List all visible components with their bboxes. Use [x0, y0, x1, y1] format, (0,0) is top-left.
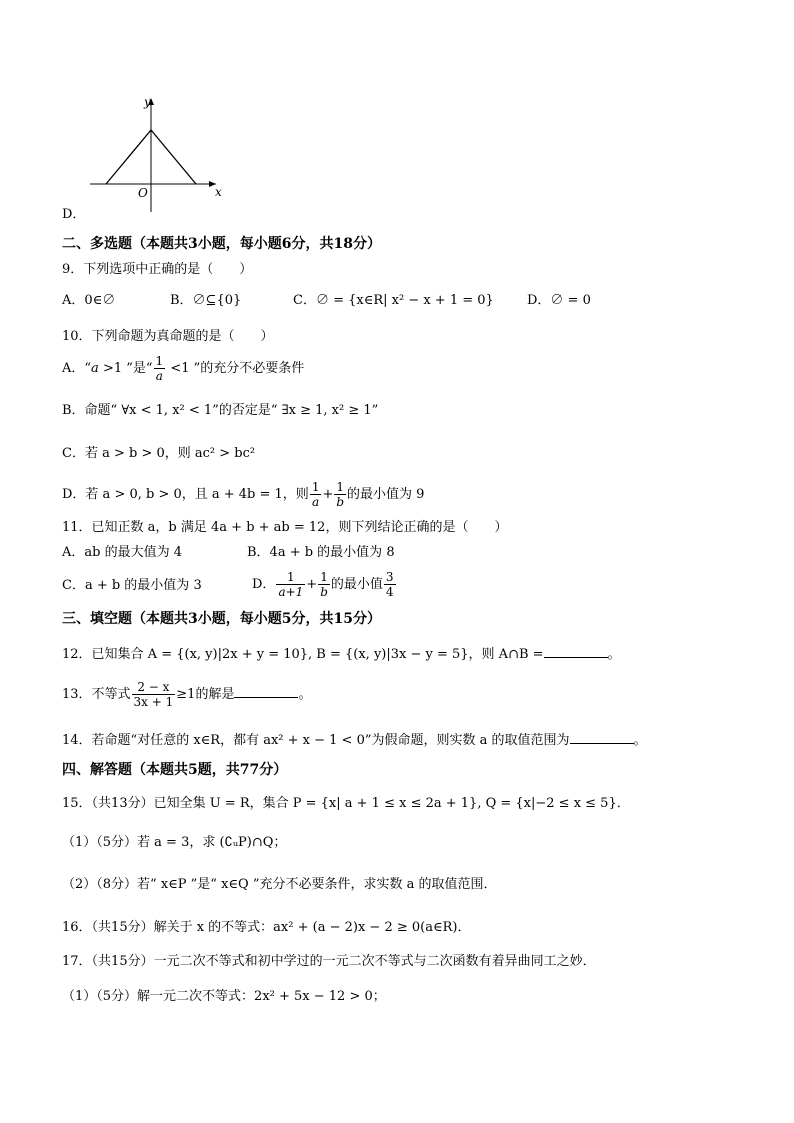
q14-line: [62, 731, 647, 750]
q13-numerator: 2 − x: [132, 680, 176, 695]
q14-end: 。: [633, 733, 647, 748]
q13-suffix: ≥1的解是: [176, 687, 235, 702]
q11-d-den-3: 4: [385, 585, 394, 599]
q9-option-b: B．∅⊆{0}: [170, 293, 242, 308]
q10-d-den-2: b: [336, 495, 345, 509]
q15-part-2: （2）（8分）若“ x∈P ”是“ x∈Q ”充分不必要条件，求实数 a 的取值范围．: [62, 877, 497, 892]
q10-d-plus: +: [322, 487, 334, 502]
q10-a-mid: >1 ”是“: [98, 361, 153, 376]
q13-denominator: 3x + 1: [133, 695, 174, 709]
q10-stem: 10．下列命题为真命题的是（ ）: [62, 329, 274, 344]
q11-stem: 11．已知正数 a，b 满足 4a + b + ab = 12，则下列结论正确的是（ ）: [62, 520, 508, 535]
q8-option-d: D．: [62, 207, 86, 222]
q11-d-fraction-1: [276, 570, 305, 599]
q10-a-denominator: a: [155, 369, 163, 383]
q11-d-num-2: 1: [318, 570, 330, 585]
q17-part-1: （1）（5分）解一元二次不等式：2x² + 5x − 12 > 0；: [62, 989, 386, 1004]
section-4-title: 四、解答题（本题共5题，共77分）: [62, 762, 288, 778]
q11-d-plus: +: [306, 577, 318, 592]
q13-line: [62, 680, 311, 709]
q11-option-c: C．a + b 的最小值为 3: [62, 578, 202, 593]
q13-prefix: 13．不等式: [62, 687, 131, 702]
q10-a-prefix: A．“: [62, 361, 92, 376]
q10-option-d: [62, 480, 424, 509]
q14-text: 14．若命题“对任意的 x∈R，都有 ax² + x − 1 < 0”为假命题，则实数 a 的取值范围为: [62, 733, 570, 748]
q12-answer-blank[interactable]: [544, 645, 608, 658]
q9-option-a: A．0∈∅: [62, 293, 116, 308]
q13-end: 。: [298, 687, 312, 702]
origin-label: O: [138, 186, 148, 200]
q11-d-num-1: 1: [276, 570, 305, 585]
q11-d-den-2: b: [320, 585, 328, 599]
q10-a-var: a: [91, 361, 99, 376]
q10-d-den-1: a: [312, 495, 320, 509]
q11-option-a: A．ab 的最大值为 4: [62, 545, 182, 560]
q14-answer-blank[interactable]: [570, 731, 634, 744]
q11-d-den-1: a+1: [278, 585, 304, 599]
q11-d-prefix: D．: [252, 577, 276, 592]
q10-option-b: B．命题“ ∀x < 1, x² < 1”的否定是“ ∃x ≥ 1, x² ≥ 1”: [62, 403, 379, 418]
q11-d-fraction-3: [384, 570, 396, 599]
q15-stem: 15．（共13分）已知全集 U = R，集合 P = {x| a + 1 ≤ x ≤ 2a + 1}, Q = {x|−2 ≤ x ≤ 5}．: [62, 796, 630, 811]
q10-a-suffix: <1 ”的充分不必要条件: [166, 361, 305, 376]
q9-option-d: D．∅ = 0: [527, 293, 591, 308]
q17-stem: 17．（共15分）一元二次不等式和初中学过的一元二次不等式与二次函数有着异曲同工之妙．: [62, 954, 596, 969]
q12-line: [62, 645, 621, 664]
q15-part-1: （1）（5分）若 a = 3，求 (∁ᵤP)∩Q；: [62, 835, 287, 850]
q11-d-fraction-2: [318, 570, 330, 599]
q12-end: 。: [607, 647, 621, 662]
q10-option-c: C．若 a > b > 0，则 ac² > bc²: [62, 446, 256, 461]
q11-d-num-3: 3: [385, 570, 394, 584]
q10-a-fraction: [154, 354, 166, 383]
q10-d-prefix: D．若 a > 0, b > 0，且 a + 4b = 1，则: [62, 487, 309, 502]
q10-d-num-2: 1: [334, 480, 346, 495]
q9-option-c: C．∅ = {x∈R| x² − x + 1 = 0}: [293, 293, 494, 308]
q16-stem: 16．（共15分）解关于 x 的不等式：ax² + (a − 2)x − 2 ≥ 0(a∈R)．: [62, 920, 471, 935]
q10-option-a: [62, 354, 304, 383]
section-2-title: 二、多选题（本题共3小题，每小题6分，共18分）: [62, 236, 381, 252]
q11-option-b: B．4a + b 的最小值为 8: [247, 545, 395, 560]
x-axis-label: x: [215, 185, 222, 199]
q12-text: 12．已知集合 A = {(x, y)|2x + y = 10}, B = {(x, y)|3x − y = 5}，则 A∩B =: [62, 647, 544, 662]
triangle-graph: [88, 94, 228, 214]
q10-d-fraction-2: [334, 480, 346, 509]
q11-option-d: [252, 570, 397, 599]
q10-d-fraction-1: [310, 480, 322, 509]
q9-stem: 9．下列选项中正确的是（ ）: [62, 262, 253, 277]
q13-answer-blank[interactable]: [234, 685, 298, 698]
section-3-title: 三、填空题（本题共3小题，每小题5分，共15分）: [62, 611, 381, 627]
q11-d-mid: 的最小值: [330, 577, 383, 592]
q10-d-num-1: 1: [311, 480, 320, 494]
q10-d-suffix: 的最小值为 9: [347, 487, 425, 502]
q10-a-numerator: 1: [155, 354, 164, 368]
q13-fraction: [132, 680, 176, 709]
y-axis-label: y: [144, 95, 151, 109]
